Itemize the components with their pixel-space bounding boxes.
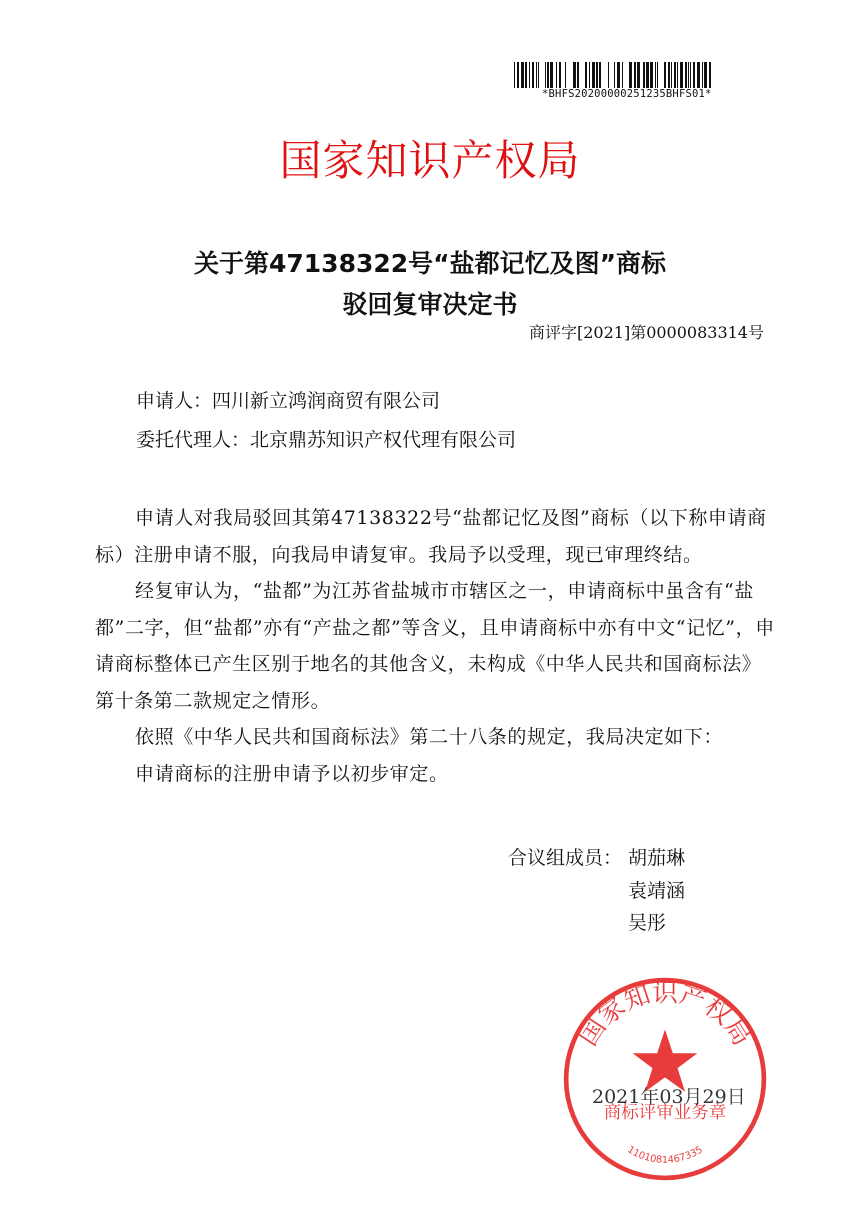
barcode-bar — [677, 62, 678, 88]
barcode-bar — [693, 62, 695, 88]
barcode-bar — [565, 62, 566, 88]
body-paragraph: 经复审认为，“盐都”为江苏省盐城市市辖区之一，申请商标中虽含有“盐都”二字，但“盐都”亦有“产盐之都”等含义，且申请商标中亦有中文“记忆”，申请商标整体已产生区别于地名的其他含义，未构成《中华人民共和国商标法》第十条第二款规定之情形。 — [95, 580, 775, 712]
barcode-bar — [634, 62, 636, 88]
document-title-line1: 关于第47138322号“盐都记忆及图”商标 — [193, 249, 667, 278]
barcode-bar — [514, 62, 515, 88]
agency-name: 国家知识产权局 — [279, 136, 581, 185]
barcode-bar — [680, 62, 683, 88]
barcode-bar — [688, 62, 689, 88]
barcode-graphic — [512, 62, 712, 88]
barcode-bar — [622, 62, 623, 88]
barcode — [512, 62, 734, 110]
barcode-bar — [674, 62, 676, 88]
barcode-bar — [664, 62, 666, 88]
panel-member: 吴彤 — [628, 912, 667, 934]
barcode-bar — [599, 62, 601, 88]
barcode-bar — [629, 62, 632, 88]
barcode-bar — [643, 62, 645, 88]
body-paragraph: 依照《中华人民共和国商标法》第二十八条的规定，我局决定如下： — [135, 726, 724, 748]
barcode-bar — [573, 62, 576, 88]
seal-serial-number: 1101081467335 — [625, 1144, 705, 1166]
barcode-bar — [589, 62, 590, 88]
barcode-bar — [690, 62, 691, 88]
barcode-bar — [608, 62, 609, 88]
barcode-bar — [538, 62, 539, 88]
applicant-line — [136, 386, 440, 413]
barcode-bar — [637, 62, 640, 88]
agent-line — [136, 425, 516, 452]
barcode-bar — [577, 62, 579, 88]
panel-member: 胡茄琳 — [628, 847, 686, 869]
barcode-code-text: *BHFS20200000251235BHFS01* — [542, 88, 712, 100]
barcode-bar — [521, 62, 524, 88]
barcode-bar — [525, 62, 527, 88]
panel-label: 合议组成员： — [508, 847, 623, 869]
applicant-label: 申请人： — [136, 390, 213, 412]
barcode-bar — [556, 62, 557, 88]
barcode-bar — [685, 62, 687, 88]
barcode-bar — [614, 62, 615, 88]
barcode-bar — [668, 62, 670, 88]
applicant-name: 四川新立鸿润商贸有限公司 — [212, 390, 441, 412]
barcode-bar — [617, 62, 620, 88]
barcode-bar — [545, 62, 546, 88]
panel-member: 袁靖涵 — [628, 880, 686, 902]
barcode-bar — [657, 62, 658, 88]
agent-name: 北京鼎苏知识产权代理有限公司 — [250, 429, 517, 451]
barcode-bar — [517, 62, 519, 88]
barcode-bar — [559, 62, 561, 88]
barcode-bar — [536, 62, 537, 88]
document-number: 商评字[2021]第0000083314号 — [528, 323, 764, 342]
document-title-line2: 驳回复审决定书 — [342, 290, 518, 319]
barcode-bar — [592, 62, 595, 88]
seal-bottom-text: 商标评审业务章 — [603, 1103, 727, 1124]
official-seal — [562, 976, 768, 1182]
decision-date: 2021年03月29日 — [592, 1086, 746, 1108]
barcode-bar — [655, 62, 656, 88]
barcode-bar — [585, 62, 587, 88]
barcode-bar — [529, 62, 530, 88]
agent-label: 委托代理人： — [136, 429, 251, 451]
barcode-bar — [702, 62, 703, 88]
barcode-bar — [646, 62, 649, 88]
barcode-bar — [596, 62, 598, 88]
barcode-bar — [709, 62, 711, 88]
barcode-bar — [697, 62, 700, 88]
barcode-bar — [650, 62, 653, 88]
barcode-bar — [547, 62, 549, 88]
barcode-bar — [550, 62, 553, 88]
body-paragraph: 申请商标的注册申请予以初步审定。 — [135, 762, 449, 785]
star-icon — [633, 1030, 698, 1092]
barcode-bar — [532, 62, 534, 88]
seal-arc-text: 国家知识产权局 — [573, 978, 757, 1052]
barcode-bar — [671, 62, 672, 88]
body-paragraph: 申请人对我局驳回其第47138322号“盐都记忆及图”商标（以下称申请商标）注册申请不服，向我局申请复审。我局予以受理，现已审理终结。 — [95, 507, 767, 566]
decision-body — [95, 500, 775, 792]
barcode-bar — [704, 62, 707, 88]
